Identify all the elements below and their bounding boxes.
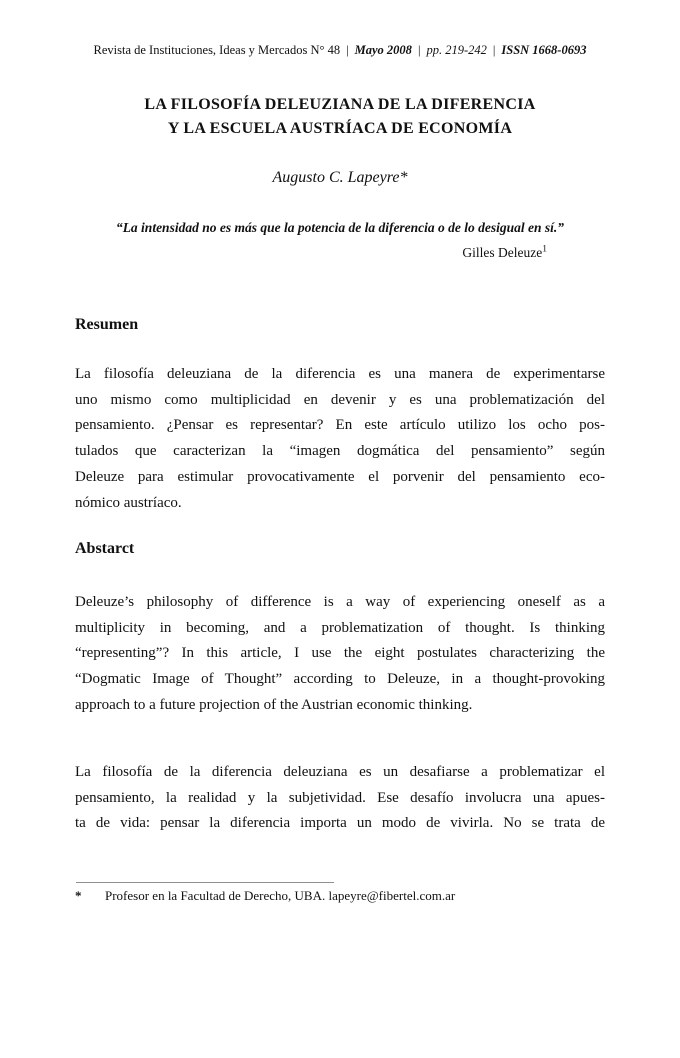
header-separator: |: [417, 43, 421, 57]
journal-header: [0, 42, 680, 58]
text-line: “Dogmatic Image of Thought” according to Deleuze, in a thought-provoking: [75, 671, 605, 688]
text-line: uno mismo como multiplicidad en devenir y es una problematización del: [75, 391, 605, 408]
text-line: “representing”? In this article, I use the eight postulates characterizing the: [75, 645, 605, 662]
text-line: pensamiento. ¿Pensar es representar? En este artículo utilizo los ocho pos-: [75, 417, 605, 434]
text-line: pensamiento, la realidad y la subjetividad. Ese desafío involucra una apues-: [75, 789, 605, 806]
text-line: La filosofía deleuziana de la diferencia es una manera de experimentarse: [75, 366, 605, 382]
epigraph-quote: “La intensidad no es más que la potencia de la diferencia o de lo desigual en sí.”: [115, 220, 565, 235]
abstract-paragraph: [75, 590, 605, 719]
footnote-marker: *: [75, 888, 82, 903]
text-line: ta de vida: pensar la diferencia importa un modo de vivirla. No se trata de: [75, 815, 605, 832]
footnote: [75, 887, 615, 904]
journal-issn: ISSN 1668-0693: [501, 43, 587, 57]
attribution-name: Gilles Deleuze: [462, 245, 543, 260]
text-line: Y LA ESCUELA AUSTRÍACA DE ECONOMÍA: [167, 120, 513, 137]
journal-page-range: pp. 219-242: [426, 43, 487, 57]
footnote-text: Profesor en la Facultad de Derecho, UBA. lapeyre@fibertel.com.ar: [105, 888, 456, 903]
resumen-paragraph: [75, 362, 605, 516]
text-line: multiplicity in becoming, and a problematization of thought. Is thinking: [75, 619, 605, 636]
header-separator: |: [492, 43, 496, 57]
footnote-divider: [76, 882, 334, 883]
footnote-reference-superscript: 1: [542, 244, 547, 255]
intro-paragraph: [75, 760, 605, 837]
text-line: LA FILOSOFÍA DELEUZIANA DE LA DIFERENCIA: [144, 96, 536, 113]
journal-name-issue: Revista de Instituciones, Ideas y Mercados N° 48: [93, 43, 341, 57]
text-line: Deleuze’s philosophy of difference is a way of experiencing oneself as a: [75, 594, 605, 610]
text-line: La filosofía de la diferencia deleuziana es un desafiarse a problematizar el: [75, 764, 605, 780]
abstract-heading: Abstarct: [75, 540, 135, 557]
text-line: approach to a future projection of the Austrian economic thinking.: [75, 696, 473, 713]
header-separator: |: [346, 43, 349, 57]
text-line: nómico austríaco.: [75, 494, 182, 511]
text-line: Deleuze para estimular provocativamente el porvenir del pensamiento eco-: [75, 468, 605, 485]
epigraph-attribution: [0, 244, 547, 262]
author-byline: Augusto C. Lapeyre*: [272, 169, 408, 186]
resumen-heading: Resumen: [75, 316, 139, 333]
article-title: [0, 93, 680, 141]
text-line: tulados que caracterizan la “imagen dogmática del pensamiento” según: [75, 443, 605, 460]
journal-date: Mayo 2008: [354, 43, 412, 57]
